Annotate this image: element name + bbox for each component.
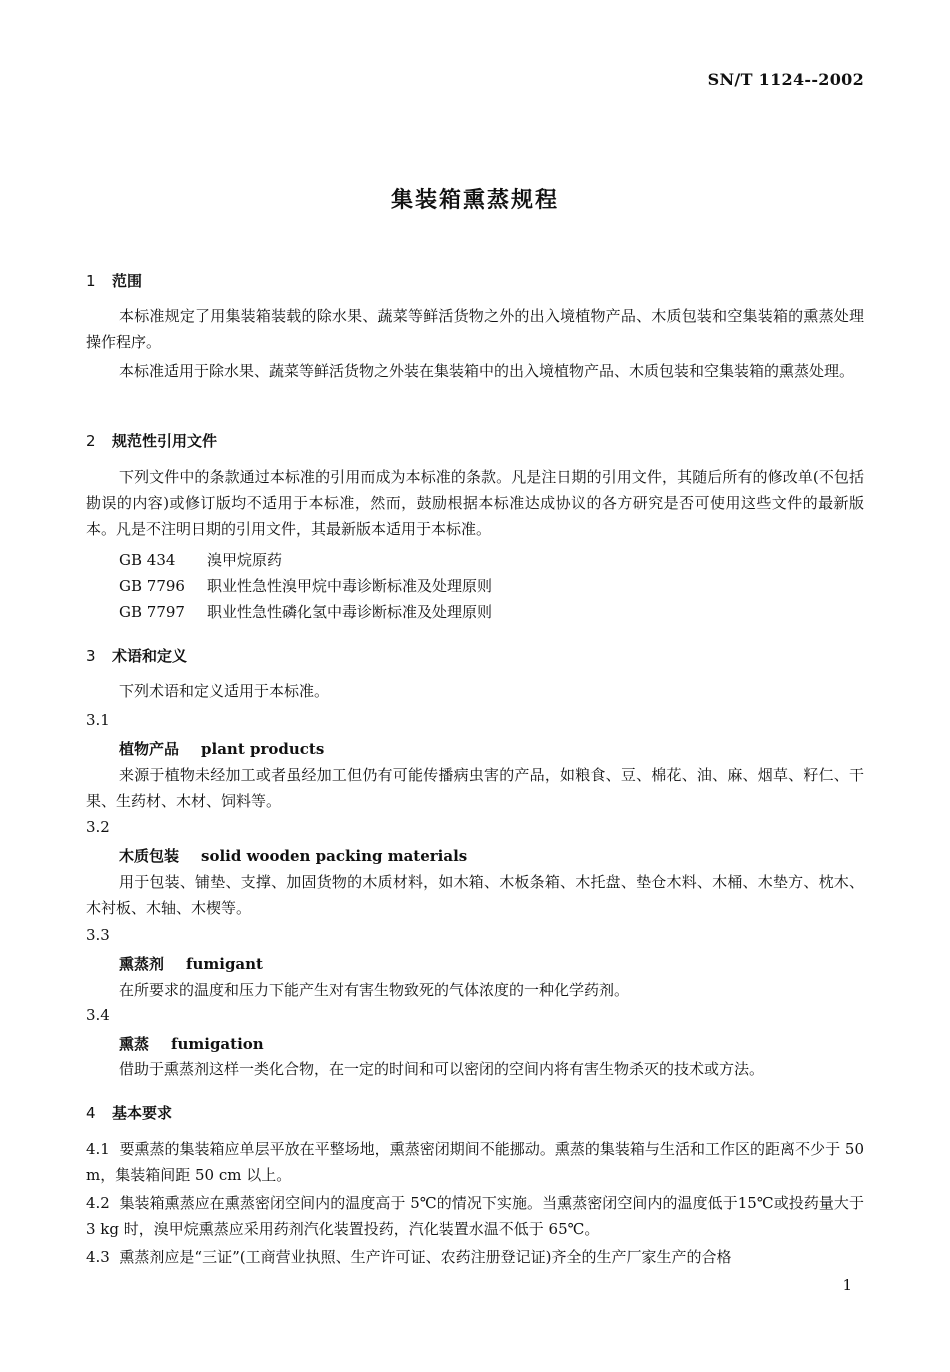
reference-name: 职业性急性溴甲烷中毒诊断标准及处理原则 bbox=[207, 577, 493, 595]
term-zh: 植物产品 bbox=[119, 740, 180, 758]
section-title: 基本要求 bbox=[112, 1104, 173, 1122]
term-definition: 借助于熏蒸剂这样一类化合物，在一定的时间和可以密闭的空间内将有害生物杀灭的技术或方法。 bbox=[119, 1060, 765, 1078]
term-en: fumigant bbox=[186, 955, 263, 973]
reference-name: 溴甲烷原药 bbox=[207, 551, 283, 569]
clause-text: 要熏蒸的集装箱应单层平放在平整场地，熏蒸密闭期间不能挪动。熏蒸的集装箱与生活和工作区的距离不少于 50 m，集装箱间距 50 cm 以上。 bbox=[86, 1140, 864, 1184]
clause-text: 熏蒸剂应是“三证”(工商营业执照、生产许可证、农药注册登记证)齐全的生产厂家生产的合格 bbox=[119, 1248, 732, 1266]
reference-item bbox=[86, 573, 864, 599]
term-heading bbox=[86, 953, 864, 974]
section-number: 2 bbox=[86, 432, 96, 450]
clause-number: 4.1 bbox=[86, 1140, 110, 1158]
term-number: 3.3 bbox=[86, 926, 110, 944]
reference-name: 职业性急性磷化氢中毒诊断标准及处理原则 bbox=[207, 603, 493, 621]
section-2-heading bbox=[86, 430, 864, 451]
term-heading bbox=[86, 1033, 864, 1054]
page-number: 1 bbox=[842, 1276, 852, 1294]
term-definition: 来源于植物未经加工或者虽经加工但仍有可能传播病虫害的产品，如粮食、豆、棉花、油、麻、烟草、籽仁、干果、生药材、木材、饲料等。 bbox=[86, 766, 864, 810]
section-3-heading bbox=[86, 645, 864, 666]
section-number: 4 bbox=[86, 1104, 96, 1122]
clause-number: 4.2 bbox=[86, 1194, 110, 1212]
term-en: fumigation bbox=[171, 1035, 264, 1053]
paragraph: 本标准规定了用集装箱装载的除水果、蔬菜等鲜活货物之外的出入境植物产品、木质包装和空集装箱的熏蒸处理操作程序。 bbox=[86, 307, 864, 351]
section-title: 范围 bbox=[112, 272, 143, 290]
clause-paragraph bbox=[86, 1244, 864, 1270]
document-title: 集装箱熏蒸规程 bbox=[390, 188, 559, 213]
term-zh: 熏蒸 bbox=[119, 1035, 150, 1053]
term-number: 3.4 bbox=[86, 1006, 110, 1024]
term-heading bbox=[86, 738, 864, 759]
reference-item bbox=[86, 547, 864, 573]
term-en: plant products bbox=[201, 740, 325, 758]
term-number: 3.2 bbox=[86, 818, 110, 836]
section-title: 规范性引用文件 bbox=[112, 432, 218, 450]
reference-code: GB 7797 bbox=[119, 603, 185, 621]
clause-paragraph bbox=[86, 1190, 864, 1242]
clause-paragraph bbox=[86, 1136, 864, 1188]
paragraph: 下列文件中的条款通过本标准的引用而成为本标准的条款。凡是注日期的引用文件，其随后所有的修改单(不包括勘误的内容)或修订版均不适用于本标准，然而，鼓励根据本标准达成协议的各方研究是否可使用这些文件的最新版本。凡是不注明日期的引用文件，其最新版本适用于本标准。 bbox=[86, 468, 864, 538]
reference-code: GB 434 bbox=[119, 551, 176, 569]
section-number: 1 bbox=[86, 272, 96, 290]
reference-item bbox=[86, 599, 864, 625]
clause-text: 集装箱熏蒸应在熏蒸密闭空间内的温度高于 5℃的情况下实施。当熏蒸密闭空间内的温度低于15℃或投药量大于 3 kg 时，溴甲烷熏蒸应采用药剂汽化装置投药，汽化装置水温不低于 65℃。 bbox=[86, 1194, 864, 1238]
term-heading bbox=[86, 845, 864, 866]
paragraph: 本标准适用于除水果、蔬菜等鲜活货物之外装在集装箱中的出入境植物产品、木质包装和空集装箱的熏蒸处理。 bbox=[119, 362, 855, 380]
clause-number: 4.3 bbox=[86, 1248, 110, 1266]
term-en: solid wooden packing materials bbox=[201, 847, 468, 865]
term-number: 3.1 bbox=[86, 711, 110, 729]
term-zh: 熏蒸剂 bbox=[119, 955, 165, 973]
term-zh: 木质包装 bbox=[119, 847, 180, 865]
paragraph: 下列术语和定义适用于本标准。 bbox=[119, 682, 330, 700]
section-4-heading bbox=[86, 1102, 864, 1123]
section-title: 术语和定义 bbox=[112, 647, 188, 665]
section-1-heading bbox=[86, 270, 864, 291]
standard-number: SN/T 1124--2002 bbox=[707, 70, 864, 89]
term-definition: 用于包装、铺垫、支撑、加固货物的木质材料，如木箱、木板条箱、木托盘、垫仓木料、木桶、木垫方、枕木、木衬板、木轴、木楔等。 bbox=[86, 873, 864, 917]
reference-code: GB 7796 bbox=[119, 577, 185, 595]
section-number: 3 bbox=[86, 647, 96, 665]
term-definition: 在所要求的温度和压力下能产生对有害生物致死的气体浓度的一种化学药剂。 bbox=[119, 981, 630, 999]
